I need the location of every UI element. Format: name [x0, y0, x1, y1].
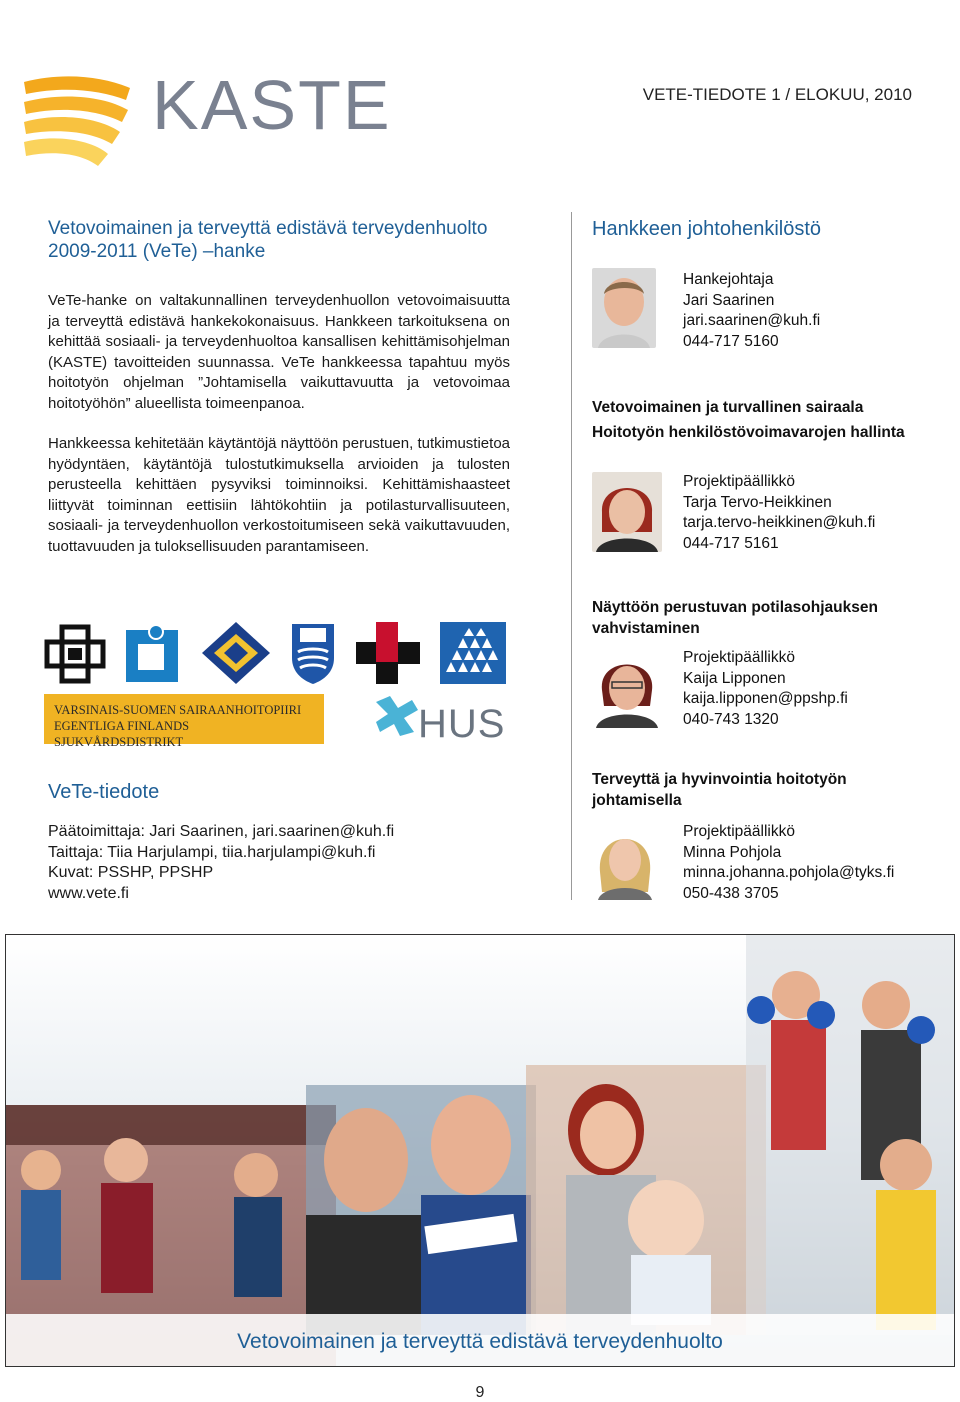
leader-name: Jari Saarinen: [683, 291, 775, 309]
column-divider: [571, 212, 572, 900]
intro-paragraph-2: Hankkeessa kehitetään käytäntöjä näyttöön perustuen, tutkimustietoa hyödyntäen, käytäntöjä tulostutkimuksella arvioiden ja tulosten perusteella kehittäen pysyviksi toiminnoiksi. Kehittämishaasteet liittyvät toiminnan eettisiin lähtökohtiin ja potilasturvallisuuteen, sosiaali- ja terveydenhuollon verkostoitumiseen sekä vaikuttavuuden, tuottavuuden ja tuloksellisuuden parantamiseen.: [48, 435, 510, 555]
coat-of-arms-logo: [288, 620, 338, 686]
tarja-phone: 044-717 5161: [683, 534, 779, 552]
tiedote-title: VeTe-tiedote: [48, 781, 160, 803]
minna-name: Minna Pohjola: [683, 843, 782, 861]
staff-kaija: [592, 648, 932, 734]
intro-title: Vetovoimainen ja terveyttä edistävä terveydenhuolto 2009-2011 (VeTe) –hanke: [48, 218, 488, 262]
staff-title: Hankkeen johtohenkilöstö: [592, 218, 822, 240]
tiedote-photos: Kuvat: PSSHP, PPSHP: [48, 864, 214, 881]
page-number: 9: [475, 1384, 485, 1401]
kaste-logo-stripes: [24, 76, 130, 166]
collage-banner-text: Vetovoimainen ja terveyttä edistävä terveydenhuolto: [237, 1330, 723, 1353]
section-nursing-leadership: [592, 770, 932, 811]
staff-tarja: [592, 472, 932, 558]
vsshp-logo: [44, 694, 324, 749]
minna-email[interactable]: minna.johanna.pohjola@tyks.fi: [683, 864, 895, 881]
hus-logo-text: HUS: [418, 702, 506, 746]
minna-role: Projektipäällikkö: [683, 823, 795, 840]
tarja-name: Tarja Tervo-Heikkinen: [683, 493, 832, 511]
kaija-lipponen-photo: [592, 648, 662, 728]
kaija-name: Kaija Lipponen: [683, 669, 786, 687]
collage-photos: [6, 935, 955, 1367]
minna-phone: 050-438 3705: [683, 884, 779, 902]
section-1-title: Vetovoimainen ja turvallinen sairaala: [592, 399, 864, 416]
intro-paragraph-1: VeTe-hanke on valtakunnallinen terveydenhuollon vetovoimaisuutta ja terveyttä edistävä hankekokonaisuus. Hankkeen tarkoituksena on kehittää sosiaali- ja terveydenhuoltoa kansallisen kehittämisohjelman (KASTE) tavoitteiden suunnassa. VeTe hankkeessa tapahtuu myös hoitotyön ohjelman ”Johtamisella vaikuttavuutta ja vetovoimaa hoitotyöhön” alueellista toimeenpanoa.: [48, 292, 510, 412]
photo-collage: [5, 934, 955, 1367]
section-3-title: Terveyttä ja hyvinvointia hoitotyön johtamisella: [592, 771, 847, 809]
kaija-email[interactable]: kaija.lipponen@ppshp.fi: [683, 690, 848, 707]
cross-emblem-logo: [44, 624, 106, 684]
tiedote-layout: Taittaja: Tiia Harjulampi, tiia.harjulampi@kuh.fi: [48, 843, 376, 861]
staff-section: [592, 218, 932, 908]
minna-pohjola-photo: [592, 822, 658, 900]
kaija-phone: 040-743 1320: [683, 710, 779, 728]
tarja-role: Projektipäällikkö: [683, 473, 795, 490]
partner-logos: [44, 620, 514, 750]
tiedote-website[interactable]: www.vete.fi: [48, 884, 129, 902]
section-attractive-hospital: [592, 398, 932, 443]
tiedote-editor: Päätoimittaja: Jari Saarinen, jari.saarinen@kuh.fi: [48, 823, 395, 840]
diamond-emblem-logo: [200, 620, 272, 686]
red-black-squares-logo: [356, 622, 422, 684]
blue-square-logo: [124, 622, 184, 684]
staff-minna: [592, 822, 932, 902]
tarja-tervo-heikkinen-photo: [592, 472, 662, 552]
hus-cross-icon: [372, 692, 422, 738]
vsshp-logo-line-1: VARSINAIS-SUOMEN SAIRAANHOITOPIIRI: [54, 703, 302, 717]
tarja-email[interactable]: tarja.tervo-heikkinen@kuh.fi: [683, 514, 876, 531]
kaste-logo-text: KASTE: [152, 66, 392, 144]
staff-leader: [592, 268, 932, 354]
triangle-pattern-logo: [440, 622, 506, 684]
issue-label: VETE-TIEDOTE 1 / ELOKUU, 2010: [642, 85, 912, 104]
section-patient-guidance: [592, 598, 932, 639]
section-2-title: Näyttöön perustuvan potilasohjauksen vahvistaminen: [592, 599, 878, 637]
kaija-role: Projektipäällikkö: [683, 649, 795, 666]
jari-saarinen-photo: [592, 268, 656, 348]
leader-phone: 044-717 5160: [683, 332, 779, 350]
section-1-subtitle: Hoitotyön henkilöstövoimavarojen hallinta: [592, 423, 905, 441]
intro-article: [48, 217, 510, 557]
leader-role: Hankejohtaja: [683, 271, 774, 288]
vsshp-logo-line-2: EGENTLIGA FINLANDS SJUKVÅRDSDISTRIKT: [54, 719, 190, 749]
tiedote-section: [48, 781, 498, 904]
leader-email[interactable]: jari.saarinen@kuh.fi: [683, 312, 821, 329]
